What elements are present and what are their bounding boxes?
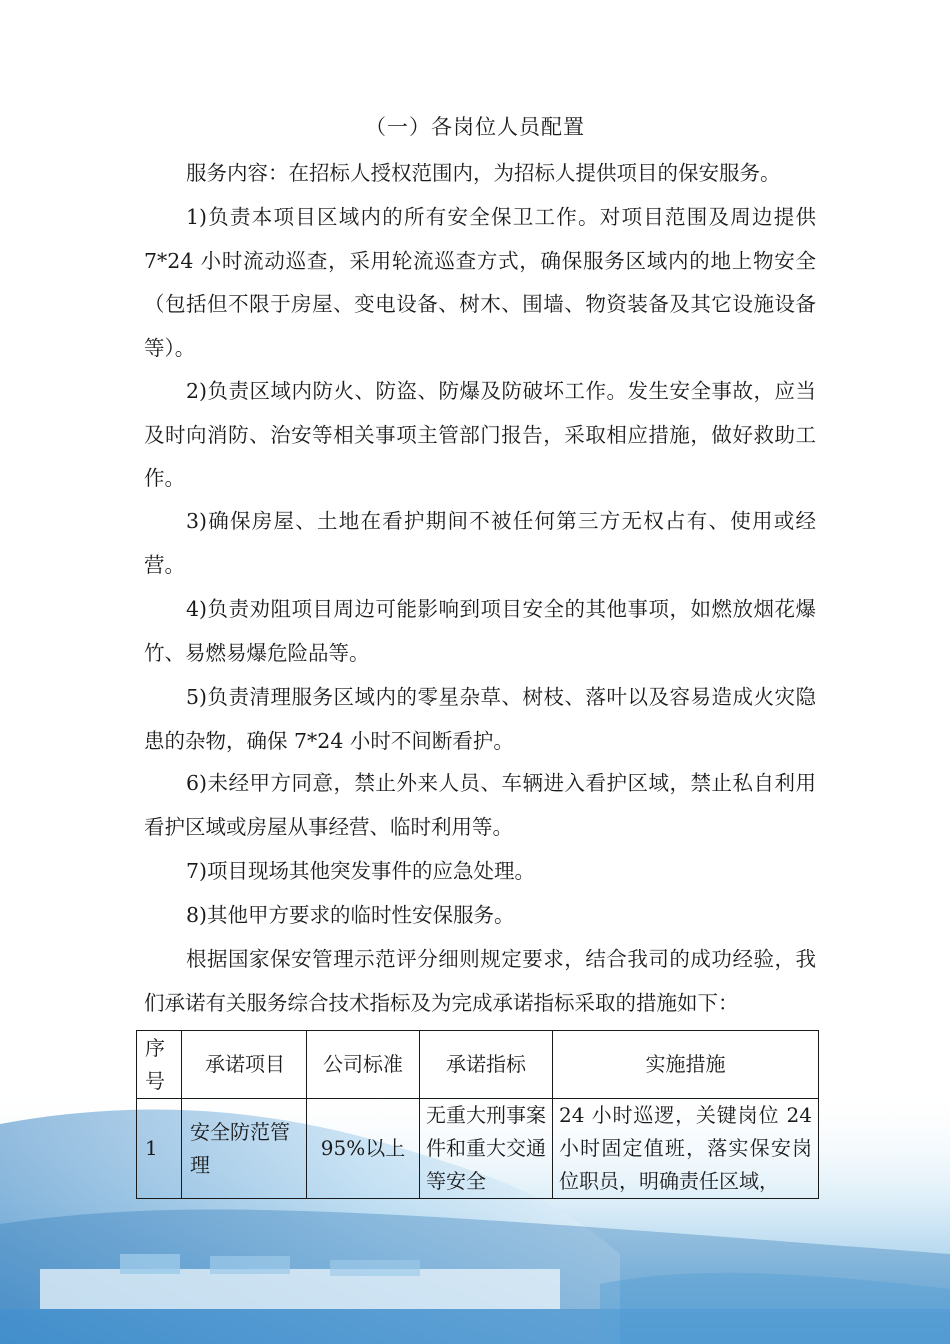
header-index: 承诺指标 bbox=[420, 1031, 553, 1099]
duty-item-7: 7)项目现场其他突发事件的应急处理。 bbox=[186, 859, 536, 883]
duty-item-8: 8)其他甲方要求的临时性安保服务。 bbox=[186, 903, 515, 927]
duty-item-1: 1)负责本项目区域内的所有安全保卫工作。对项目范围及周边提供 7*24 小时流动巡查，采用轮流巡查方式，确保服务区域内的地上物安全（包括但不限于房屋、变电设备、树木、围墙、物资装备及其它设施设备等）。 bbox=[144, 205, 816, 361]
header-standard: 公司标准 bbox=[307, 1031, 420, 1099]
duty-item-5: 5)负责清理服务区域内的零星杂草、树枝、落叶以及容易造成火灾隐患的杂物，确保 7*24 小时不间断看护。 bbox=[144, 685, 816, 753]
cell-standard: 95%以上 bbox=[307, 1099, 420, 1199]
commitment-intro-paragraph: 根据国家保安管理示范评分细则规定要求，结合我司的成功经验，我们承诺有关服务综合技术指标及为完成承诺指标采取的措施如下： bbox=[144, 947, 816, 1015]
cell-measure-text: 24 小时巡逻，关键岗位 24 小时固定值班，落实保安岗位职员，明确责任区域， bbox=[559, 1103, 812, 1193]
table-header-row bbox=[137, 1031, 819, 1099]
duty-item-2: 2)负责区域内防火、防盗、防爆及防破坏工作。发生安全事故，应当及时向消防、治安等相关事项主管部门报告，采取相应措施，做好救助工作。 bbox=[144, 379, 816, 491]
table-row bbox=[137, 1099, 819, 1199]
duty-item-6: 6)未经甲方同意，禁止外来人员、车辆进入看护区域，禁止私自利用看护区域或房屋从事经营、临时利用等。 bbox=[144, 771, 816, 839]
cell-index-text: 无重大刑事案件和重大交通等安全 bbox=[426, 1103, 546, 1193]
service-content-paragraph: 服务内容：在招标人授权范围内，为招标人提供项目的保安服务。 bbox=[186, 161, 781, 185]
header-item: 承诺项目 bbox=[182, 1031, 307, 1099]
duty-item-3: 3)确保房屋、土地在看护期间不被任何第三方无权占有、使用或经营。 bbox=[144, 509, 816, 577]
cell-item: 安全防范管理 bbox=[182, 1099, 307, 1199]
commitment-table bbox=[136, 1030, 819, 1199]
cell-no: 1 bbox=[137, 1099, 182, 1199]
section-heading: （一）各岗位人员配置 bbox=[365, 115, 585, 139]
header-measure: 实施措施 bbox=[553, 1031, 819, 1099]
cell-index bbox=[420, 1099, 553, 1199]
header-no: 序号 bbox=[137, 1031, 182, 1099]
duty-item-4: 4)负责劝阻项目周边可能影响到项目安全的其他事项，如燃放烟花爆竹、易燃易爆危险品等。 bbox=[144, 597, 816, 665]
cell-measure bbox=[553, 1099, 819, 1199]
